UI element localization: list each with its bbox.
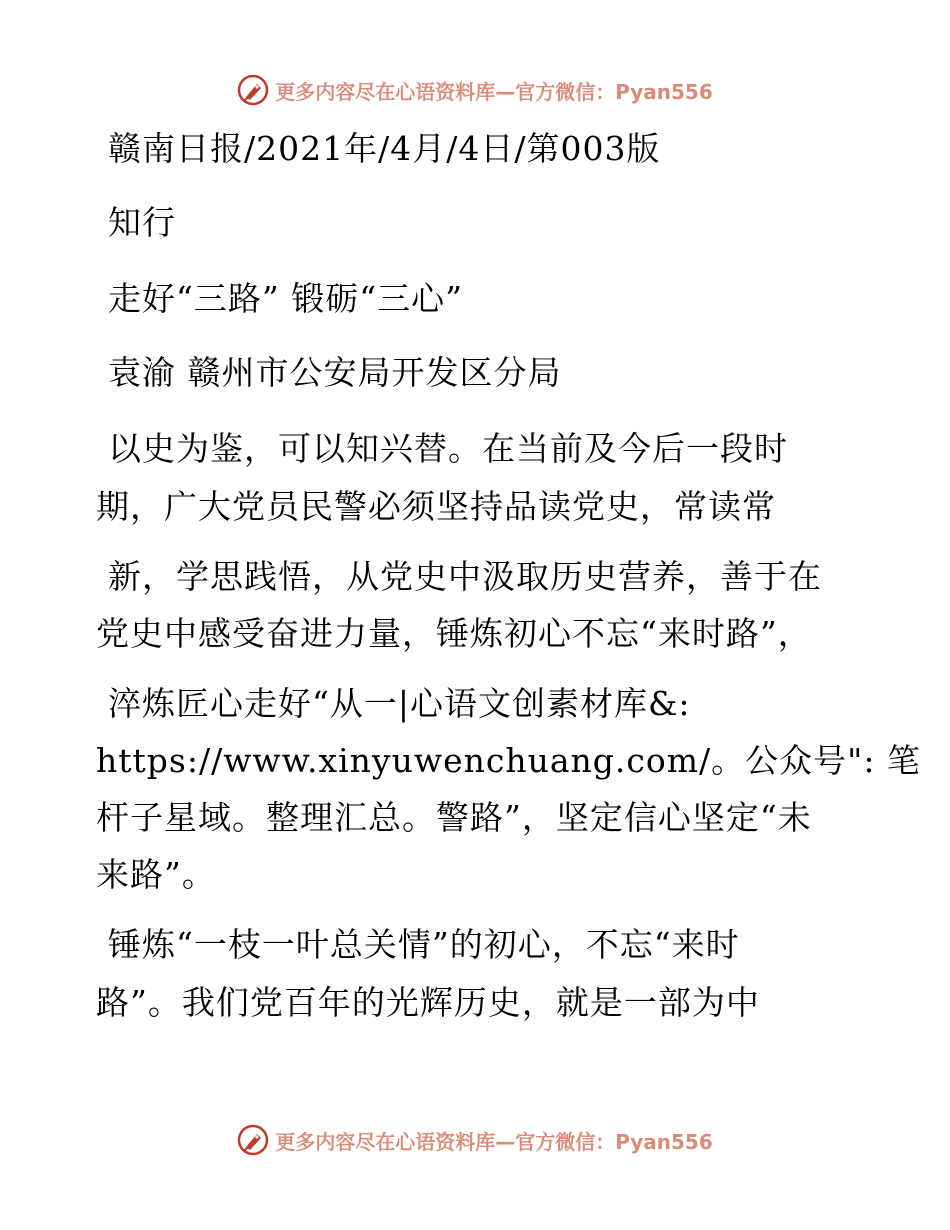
watermark-text: 更多内容尽在心语资料库—官方微信：Pyan556 [275, 79, 713, 104]
paragraph-line: 新，学思践悟，从党史中汲取历史营养，善于在 [108, 557, 822, 596]
header-watermark [0, 70, 950, 110]
paragraph-line: 期，广大党员民警必须坚持品读党史，常读常 [96, 487, 776, 526]
pen-nib-icon [237, 74, 269, 106]
article-title: 走好“三路” 锻砺“三心” [108, 279, 463, 318]
paragraph-line: https://www.xinyuwenchuang.com/。公众号": 笔 [96, 741, 921, 780]
section-label: 知行 [108, 203, 176, 242]
paragraph-line: 锤炼“一枝一叶总关情”的初心，不忘“来时 [108, 925, 740, 964]
paragraph-line: 淬炼匠心走好“从一|心语文创素材库&: [108, 684, 691, 723]
author-line: 袁渝 赣州市公安局开发区分局 [108, 353, 562, 392]
source-line: 赣南日报/2021年/4月/4日/第003版 [108, 129, 661, 168]
paragraph-line: 来路”。 [96, 855, 216, 894]
watermark-text: 更多内容尽在心语资料库—官方微信：Pyan556 [275, 1129, 713, 1154]
paragraph-line: 以史为鉴，可以知兴替。在当前及今后一段时 [108, 429, 788, 468]
footer-watermark [0, 1120, 950, 1160]
document-body [96, 118, 921, 1022]
paragraph-line: 路”。我们党百年的光辉历史，就是一部为中 [96, 983, 760, 1022]
pen-nib-icon [237, 1124, 269, 1156]
paragraph-line: 党史中感受奋进力量，锤炼初心不忘“来时路”， [96, 614, 812, 653]
paragraph-line: 杆子星域。整理汇总。警路”，坚定信心坚定“未 [96, 798, 812, 837]
